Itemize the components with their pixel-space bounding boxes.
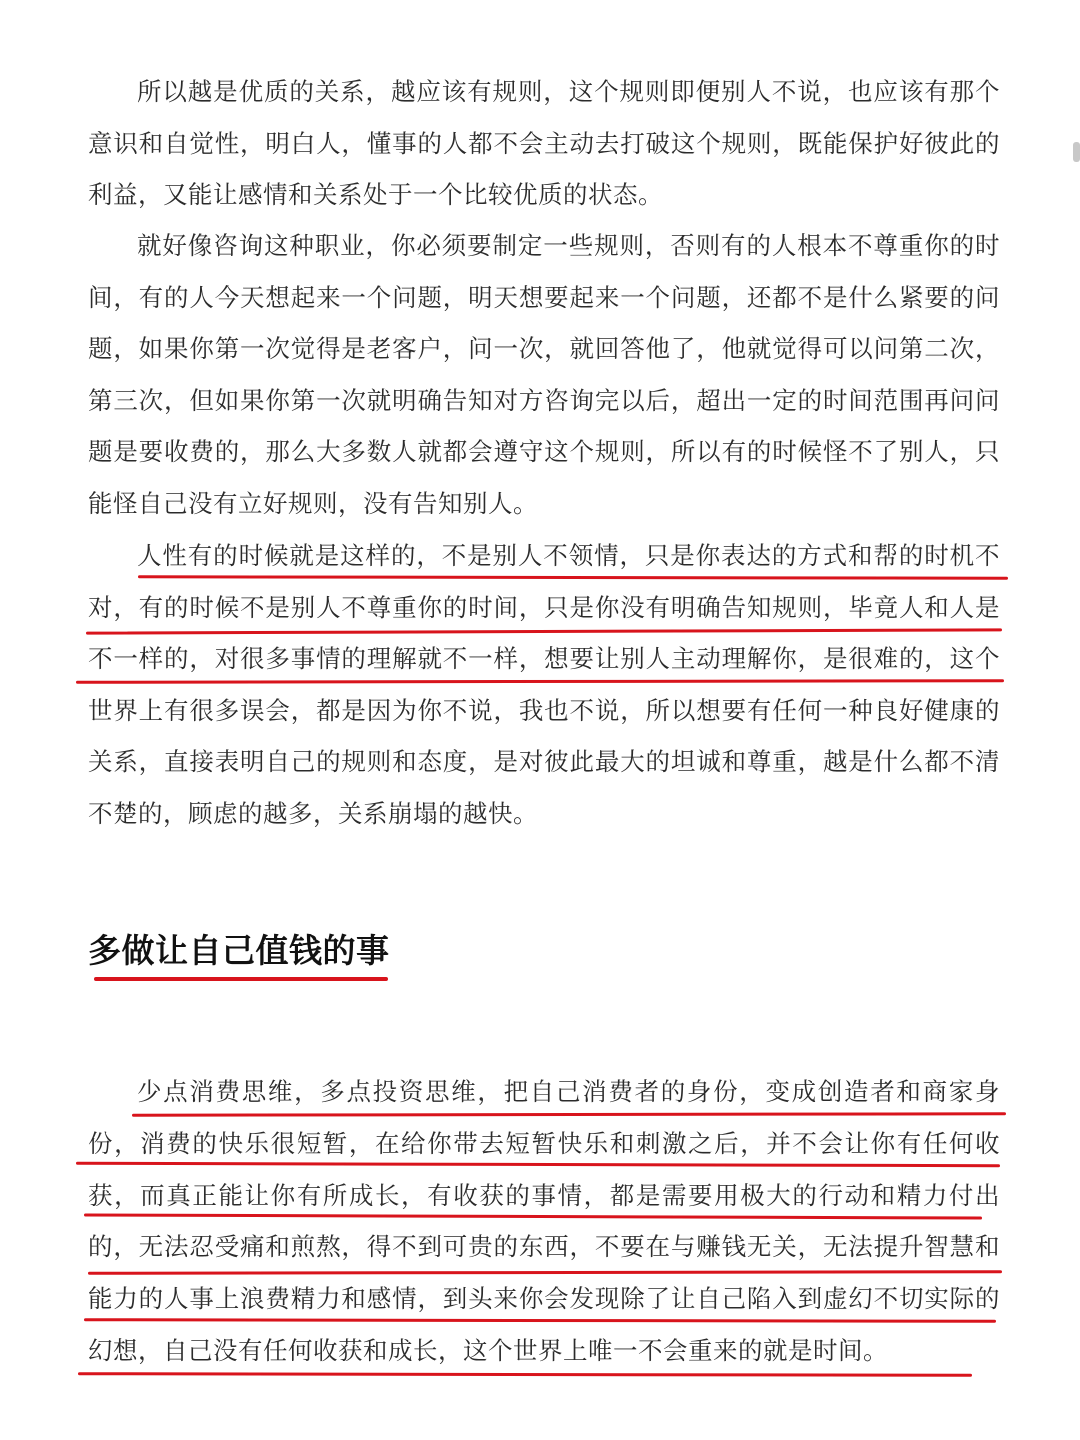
paragraph-investment: 少点消费思维，多点投资思维，把自己消费者的身份，变成创造者和商家身份，消费的快乐很短暂，在给你带去短暂快乐和刺激之后，并不会让你有任何收获，而真正能让你有所成长，有收获的事情，都是需要用极大的行动和精力付出的，无法忍受痛和煎熬，得不到可贵的东西，不要在与赚钱无关，无法提升智慧和能力的人事上浪费精力和感情，到头来你会发现除了让自己陷入到虚幻不切实际的幻想，自己没有任何收获和成长，这个世界上唯一不会重来的就是时间。 xyxy=(88,1077,1000,1365)
section-heading: 多做让自己值钱的事 xyxy=(88,931,390,970)
paragraph-consulting: 就好像咨询这种职业，你必须要制定一些规则，否则有的人根本不尊重你的时间，有的人今天想起来一个问题，明天想要起来一个问题，还都不是什么紧要的问题，如果你第一次觉得是老客户，问一次，就回答他了，他就觉得可以问第二次，第三次，但如果你第一次就明确告知对方咨询完以后，超出一定的时间范围再问问题是要收费的，那么大多数人就都会遵守这个规则，所以有的时候怪不了别人，只能怪自己没有立好规则，没有告知别人。 xyxy=(88,231,1000,518)
paragraph-human-nature: 人性有的时候就是这样的，不是别人不领情，只是你表达的方式和帮的时机不对，有的时候不是别人不尊重你的时间，只是你没有明确告知规则，毕竟人和人是不一样的，对很多事情的理解就不一样，想要让别人主动理解你，是很难的，这个世界上有很多误会，都是因为你不说，我也不说，所以想要有任何一种良好健康的关系，直接表明自己的规则和态度，是对彼此最大的坦诚和尊重，越是什么都不清不楚的，顾虑的越多，关系崩塌的越快。 xyxy=(88,541,1000,828)
red-underline xyxy=(94,977,388,981)
paragraph-rules: 所以越是优质的关系，越应该有规则，这个规则即便别人不说，也应该有那个意识和自觉性，明白人，懂事的人都不会主动去打破这个规则，既能保护好彼此的利益，又能让感情和关系处于一个比较优质的状态。 xyxy=(88,77,1000,209)
scrollbar-thumb[interactable] xyxy=(1073,142,1080,162)
